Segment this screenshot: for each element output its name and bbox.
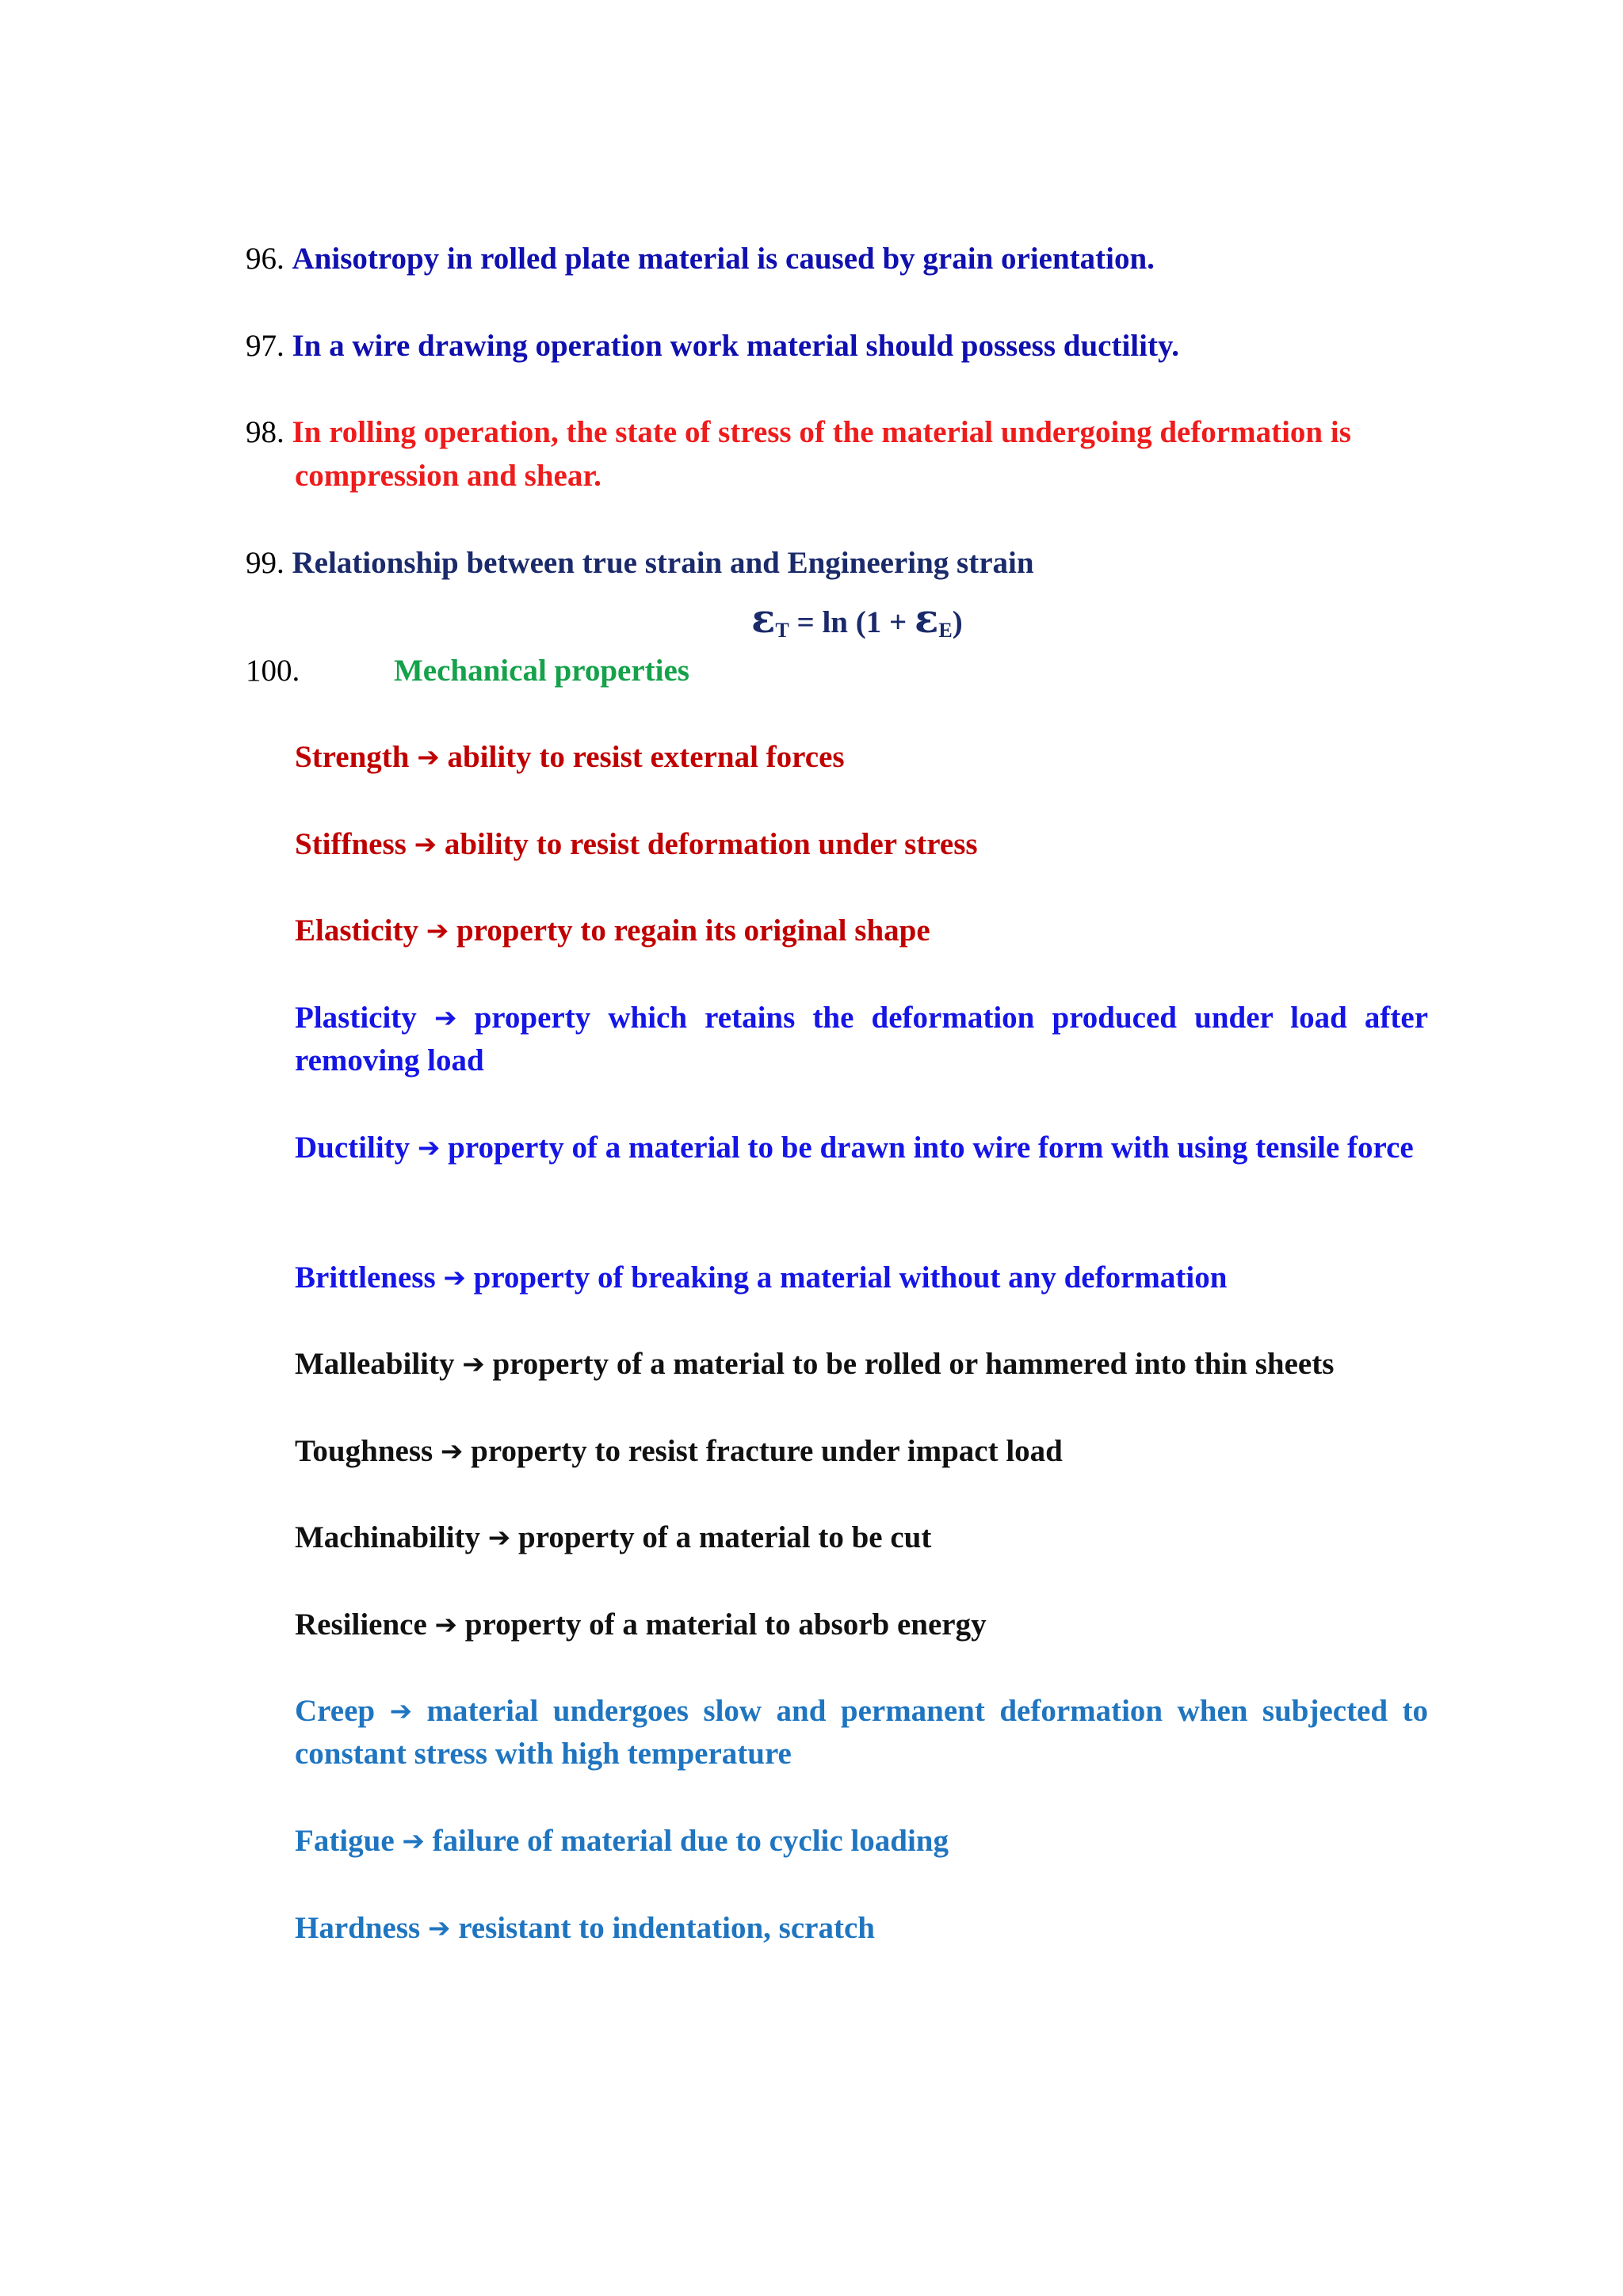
property-definition: failure of material due to cyclic loading <box>432 1824 949 1858</box>
arrow-right-icon: ➔ <box>389 1695 413 1727</box>
item-number: 97. <box>246 329 285 363</box>
subscript: T <box>775 619 789 642</box>
property-machinability <box>295 1516 931 1559</box>
property-toughness <box>295 1430 1063 1473</box>
item-text-line1: In rolling operation, the state of stress of the material undergoing deformation is <box>292 415 1351 449</box>
strain-formula <box>751 597 963 652</box>
property-term: Malleability <box>295 1347 455 1381</box>
subscript: E <box>938 619 953 642</box>
section-heading <box>394 650 689 692</box>
property-resilience <box>295 1604 987 1646</box>
property-ductility <box>295 1127 1428 1169</box>
property-term: Fatigue <box>295 1824 395 1858</box>
item-96 <box>246 238 1155 280</box>
property-brittleness <box>295 1257 1227 1299</box>
property-definition: property to regain its original shape <box>456 913 930 948</box>
item-99 <box>246 542 1034 585</box>
formula-middle: = ln (1 + <box>789 605 915 639</box>
epsilon-symbol: ε <box>914 595 939 642</box>
property-creep <box>295 1690 1428 1775</box>
item-text-line2: compression and shear. <box>295 459 601 493</box>
arrow-right-icon: ➔ <box>402 1825 425 1857</box>
arrow-right-icon: ➔ <box>417 742 440 773</box>
arrow-right-icon: ➔ <box>414 829 437 860</box>
item-number: 100. <box>246 654 300 688</box>
arrow-right-icon: ➔ <box>427 1913 451 1944</box>
property-term: Stiffness <box>295 827 407 861</box>
property-definition: ability to resist deformation under stress <box>444 827 978 861</box>
item-number: 96. <box>246 242 285 276</box>
item-97 <box>246 325 1179 368</box>
item-text: Anisotropy in rolled plate material is caused by grain orientation. <box>292 242 1155 276</box>
property-term: Machinability <box>295 1520 481 1554</box>
property-definition: ability to resist external forces <box>447 740 845 774</box>
property-definition: property of a material to be drawn into wire form with using tensile force <box>448 1131 1414 1165</box>
item-98-continuation <box>295 455 601 498</box>
arrow-right-icon: ➔ <box>433 1002 457 1034</box>
property-malleability <box>295 1343 1334 1386</box>
arrow-right-icon: ➔ <box>434 1609 458 1641</box>
property-fatigue <box>295 1820 949 1863</box>
property-term: Hardness <box>295 1911 421 1945</box>
mechanical-properties-heading: Mechanical properties <box>394 654 689 688</box>
property-term: Plasticity <box>295 1001 417 1035</box>
item-number: 98. <box>246 415 285 449</box>
item-text: Relationship between true strain and Engineering strain <box>292 546 1034 580</box>
arrow-right-icon: ➔ <box>440 1436 464 1467</box>
property-term: Toughness <box>295 1434 433 1468</box>
item-number: 99. <box>246 546 285 580</box>
property-term: Ductility <box>295 1131 411 1165</box>
arrow-right-icon: ➔ <box>462 1348 485 1380</box>
property-term: Strength <box>295 740 410 774</box>
property-hardness <box>295 1907 875 1950</box>
arrow-right-icon: ➔ <box>487 1522 511 1554</box>
arrow-right-icon: ➔ <box>443 1262 466 1294</box>
arrow-right-icon: ➔ <box>417 1132 441 1164</box>
property-definition: property of breaking a material without any deformation <box>473 1261 1228 1295</box>
property-term: Resilience <box>295 1608 427 1642</box>
property-term: Elasticity <box>295 913 418 948</box>
property-plasticity <box>295 997 1428 1082</box>
property-term: Brittleness <box>295 1261 436 1295</box>
property-definition: material undergoes slow and permanent deformation when subjected to constant stress with high temperature <box>295 1694 1429 1771</box>
epsilon-symbol: ε <box>751 595 776 642</box>
property-definition: property to resist fracture under impact load <box>471 1434 1063 1468</box>
property-stiffness <box>295 823 978 866</box>
property-definition: resistant to indentation, scratch <box>458 1911 875 1945</box>
arrow-right-icon: ➔ <box>426 915 449 947</box>
property-definition: property of a material to be cut <box>518 1520 932 1554</box>
item-98 <box>246 411 1351 454</box>
item-text: In a wire drawing operation work material should possess ductility. <box>292 329 1180 363</box>
item-100 <box>246 650 300 692</box>
property-definition: property of a material to be rolled or hammered into thin sheets <box>492 1347 1335 1381</box>
formula-close: ) <box>952 605 963 639</box>
property-definition: property which retains the deformation produced under load after removing load <box>295 1001 1429 1077</box>
property-definition: property of a material to absorb energy <box>464 1608 987 1642</box>
property-strength <box>295 736 845 779</box>
property-term: Creep <box>295 1694 376 1728</box>
property-elasticity <box>295 910 930 952</box>
